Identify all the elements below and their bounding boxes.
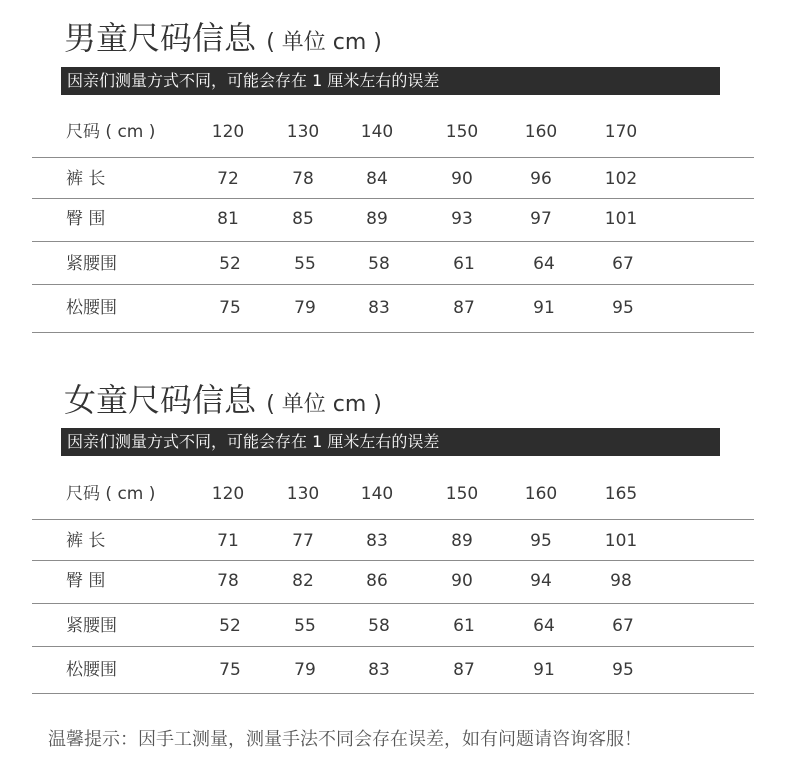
table-cell: 101 xyxy=(604,209,638,229)
table-cell: 94 xyxy=(530,571,552,591)
girls-header-row xyxy=(0,479,790,509)
table-cell: 61 xyxy=(453,254,475,274)
table-cell: 58 xyxy=(368,254,390,274)
size-header-cell: 120 xyxy=(211,122,245,142)
size-header-cell: 120 xyxy=(211,484,245,504)
size-header-cell: 130 xyxy=(286,484,320,504)
table-divider xyxy=(32,198,754,199)
table-cell: 96 xyxy=(530,169,552,189)
table-divider xyxy=(32,646,754,647)
table-cell: 89 xyxy=(451,531,473,551)
table-cell: 64 xyxy=(533,616,555,636)
table-row xyxy=(0,164,790,194)
table-cell: 82 xyxy=(292,571,314,591)
table-cell: 78 xyxy=(217,571,239,591)
table-cell: 78 xyxy=(292,169,314,189)
boys-size-title xyxy=(64,18,382,63)
table-cell: 98 xyxy=(610,571,632,591)
table-cell: 55 xyxy=(294,254,316,274)
table-cell: 75 xyxy=(219,298,241,318)
table-cell: 83 xyxy=(368,660,390,680)
row-label: 裤 长 xyxy=(66,169,106,189)
table-divider xyxy=(32,693,754,694)
row-label: 松腰围 xyxy=(66,660,117,680)
table-cell: 64 xyxy=(533,254,555,274)
table-divider xyxy=(32,332,754,333)
table-cell: 84 xyxy=(366,169,388,189)
table-cell: 87 xyxy=(453,660,475,680)
table-divider xyxy=(32,284,754,285)
table-cell: 85 xyxy=(292,209,314,229)
table-cell: 97 xyxy=(530,209,552,229)
size-header-label: 尺码 ( cm ) xyxy=(66,484,156,504)
size-header-cell: 160 xyxy=(524,122,558,142)
table-row xyxy=(0,204,790,234)
table-cell: 83 xyxy=(366,531,388,551)
table-cell: 72 xyxy=(217,169,239,189)
table-row xyxy=(0,655,790,685)
table-cell: 101 xyxy=(604,531,638,551)
boys-size-section xyxy=(0,14,790,344)
size-header-cell: 150 xyxy=(445,484,479,504)
table-cell: 81 xyxy=(217,209,239,229)
girls-notice-banner: 因亲们测量方式不同，可能会存在 1 厘米左右的误差 xyxy=(61,428,720,456)
table-cell: 91 xyxy=(533,298,555,318)
table-cell: 79 xyxy=(294,298,316,318)
footer-tip-note: 温馨提示：因手工测量，测量手法不同会存在误差，如有问题请咨询客服！ xyxy=(48,729,642,750)
table-row xyxy=(0,249,790,279)
row-label: 紧腰围 xyxy=(66,254,117,274)
table-cell: 79 xyxy=(294,660,316,680)
table-cell: 90 xyxy=(451,571,473,591)
girls-size-title xyxy=(64,380,382,425)
table-cell: 75 xyxy=(219,660,241,680)
boys-header-row xyxy=(0,117,790,147)
girls-title-text: 女童尺码信息 xyxy=(64,381,257,419)
table-row xyxy=(0,526,790,556)
table-cell: 95 xyxy=(530,531,552,551)
table-cell: 52 xyxy=(219,616,241,636)
table-cell: 71 xyxy=(217,531,239,551)
table-cell: 83 xyxy=(368,298,390,318)
table-cell: 77 xyxy=(292,531,314,551)
row-label: 松腰围 xyxy=(66,298,117,318)
table-row xyxy=(0,293,790,323)
table-cell: 93 xyxy=(451,209,473,229)
table-cell: 58 xyxy=(368,616,390,636)
table-cell: 61 xyxy=(453,616,475,636)
table-cell: 90 xyxy=(451,169,473,189)
table-divider xyxy=(32,560,754,561)
table-divider xyxy=(32,603,754,604)
size-header-cell: 140 xyxy=(360,122,394,142)
table-cell: 86 xyxy=(366,571,388,591)
row-label: 臀 围 xyxy=(66,571,106,591)
table-cell: 89 xyxy=(366,209,388,229)
boys-unit-text: ( 单位 cm ) xyxy=(266,30,382,55)
table-cell: 102 xyxy=(604,169,638,189)
size-header-label: 尺码 ( cm ) xyxy=(66,122,156,142)
size-header-cell: 140 xyxy=(360,484,394,504)
size-header-cell: 165 xyxy=(604,484,638,504)
table-cell: 91 xyxy=(533,660,555,680)
table-cell: 87 xyxy=(453,298,475,318)
boys-title-text: 男童尺码信息 xyxy=(64,19,257,57)
table-cell: 55 xyxy=(294,616,316,636)
row-label: 裤 长 xyxy=(66,531,106,551)
table-cell: 67 xyxy=(612,254,634,274)
table-cell: 95 xyxy=(612,298,634,318)
girls-unit-text: ( 单位 cm ) xyxy=(266,392,382,417)
table-row xyxy=(0,566,790,596)
table-divider xyxy=(32,157,754,158)
size-header-cell: 160 xyxy=(524,484,558,504)
table-cell: 52 xyxy=(219,254,241,274)
table-divider xyxy=(32,519,754,520)
girls-size-section xyxy=(0,376,790,706)
table-row xyxy=(0,611,790,641)
size-header-cell: 150 xyxy=(445,122,479,142)
row-label: 紧腰围 xyxy=(66,616,117,636)
table-divider xyxy=(32,241,754,242)
row-label: 臀 围 xyxy=(66,209,106,229)
table-cell: 95 xyxy=(612,660,634,680)
boys-notice-banner: 因亲们测量方式不同，可能会存在 1 厘米左右的误差 xyxy=(61,67,720,95)
size-header-cell: 170 xyxy=(604,122,638,142)
size-header-cell: 130 xyxy=(286,122,320,142)
table-cell: 67 xyxy=(612,616,634,636)
